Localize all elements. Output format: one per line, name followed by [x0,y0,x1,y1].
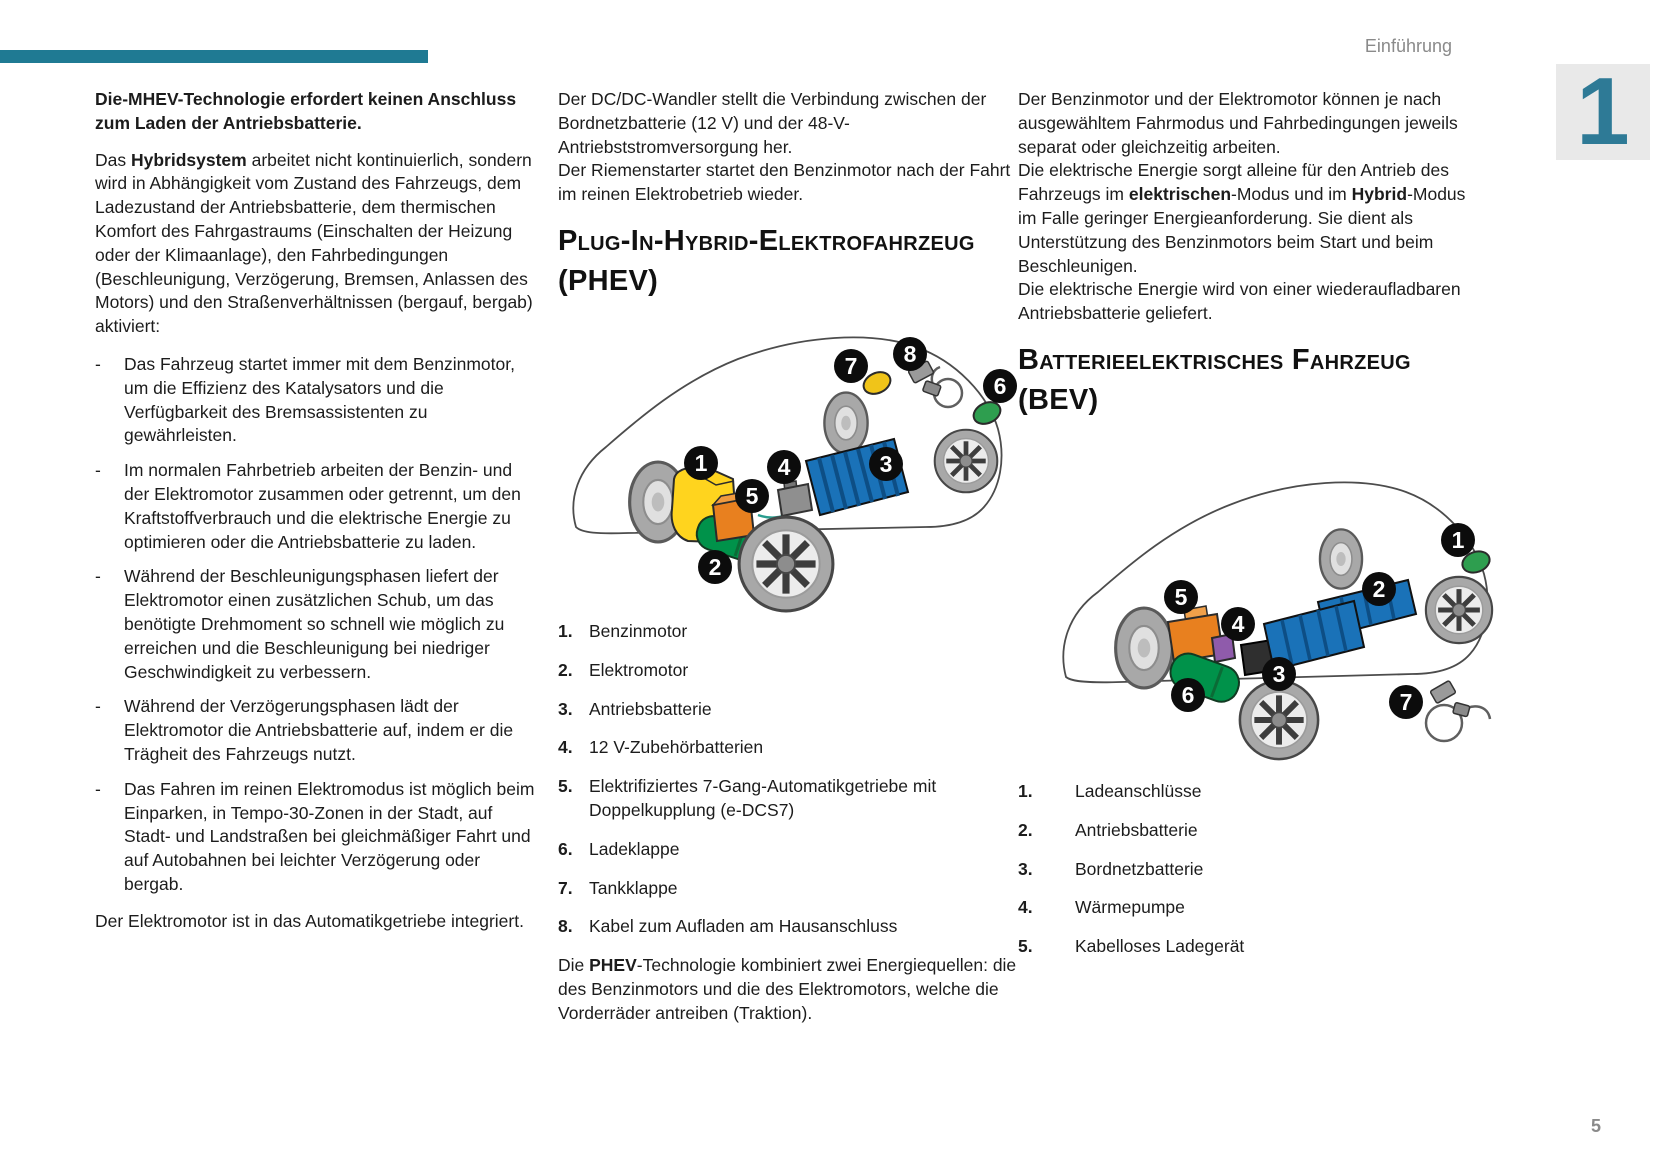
column-right [1018,88,1483,974]
legend-item [558,915,1023,939]
legend-item [1018,819,1483,843]
svg-text:2: 2 [708,554,722,581]
svg-text:3: 3 [1272,661,1286,687]
marker-3 [1262,657,1296,691]
svg-text:1: 1 [1451,527,1465,553]
mhev-intro-paragraph: Das Hybridsystem arbeitet nicht kontinuierlich, sondern wird in Abhängigkeit vom Zustand des Fahrzeugs, dem Ladezustand der Antriebsbatterie, dem thermischen Komfort des Fahrgastraums (Einschalten der Heizung oder der Klimaanlage), den Fahrbedingungen (Beschleunigung, Verzögerung, Bremsen, Anlassen des Motors) und den Straßenverhältnissen (bergauf, bergab) aktiviert: [95,149,533,337]
legend-number: 5. [558,776,573,797]
rear-near-wheel-icon [935,430,998,493]
legend-label: Kabel zum Aufladen am Hausanschluss [589,916,898,937]
svg-text:5: 5 [1174,584,1188,610]
engines-paragraph: Der Benzinmotor und der Elektromotor können je nach ausgewähltem Fahrmodus und Fahrbedingungen jeweils separat oder gleichzeitig arbeiten. [1018,89,1458,157]
bullet-item [95,778,539,897]
bullet-text: Während der Beschleunigungsphasen liefert der Elektromotor einen zusätzlichen Schub, um das benötigte Drehmoment so schnell wie möglich zu erreichen und die Beschleunigung bei niedriger Geschwindigkeit zu verbessern. [124,566,505,682]
mhev-heading: Die-MHEV-Technologie erfordert keinen Anschluss zum Laden der Antriebsbatterie. [95,89,517,133]
bullet-dash: - [95,353,101,374]
phev-legend [558,620,1023,939]
legend-number: 1. [1018,781,1033,801]
marker-1 [684,446,718,480]
battery-paragraph: Die elektrische Energie wird von einer wiederaufladbaren Antriebsbatterie geliefert. [1018,279,1461,324]
bullet-dash: - [95,566,101,587]
marker-2 [1362,572,1396,606]
legend-label: Elektromotor [589,659,689,680]
front-far-wheel-icon [1116,608,1173,688]
marker-6 [983,369,1017,403]
marker-6 [1171,678,1205,712]
rear-near-wheel-icon [1426,577,1492,643]
bullet-dash: - [95,460,101,481]
legend-label: 12 V-Zubehörbatterien [589,737,764,758]
legend-number: 7. [558,877,573,898]
marker-3 [869,447,903,481]
bullet-item [95,353,539,448]
chapter-tab [1556,58,1650,165]
legend-item [558,698,1023,722]
marker-7 [834,349,868,383]
marker-5 [1164,580,1198,614]
svg-text:5: 5 [745,483,759,510]
svg-text:4: 4 [777,454,791,481]
svg-text:6: 6 [1181,682,1195,708]
legend-item [558,736,1023,760]
legend-item [558,620,1023,644]
front-near-wheel-icon [1240,681,1318,759]
bullet-dash: - [95,778,101,799]
bullet-item [95,459,539,554]
mhev-bullet-list [95,353,539,897]
svg-text:6: 6 [993,373,1007,400]
rear-far-wheel-icon [1320,529,1362,588]
svg-text:1: 1 [694,450,708,477]
marker-2 [698,550,732,584]
legend-number: 2. [558,659,573,680]
dcdc-paragraph: Der DC/DC-Wandler stellt die Verbindung zwischen der Bordnetzbatterie (12 V) und der 48-V-Antriebststromversorgung her. [558,89,987,157]
legend-number: 4. [1018,897,1033,918]
bullet-text: Das Fahren im reinen Elektromodus ist möglich beim Einparken, in Tempo-30-Zonen in der Stadt, auf Stadt- und Landstraßen bei gleichmäßiger Fahrt und auf Autobahnen bei leichter Verzögerung oder bergab. [124,778,535,894]
bullet-text: Das Fahrzeug startet immer mit dem Benzinmotor, um die Effizienz des Katalysators und die Verfügbarkeit des Bremsassistenten zu gewährleisten. [124,353,515,446]
legend-number: 4. [558,737,573,758]
mhev-outro-paragraph: Der Elektromotor ist in das Automatikgetriebe integriert. [95,910,524,931]
marker-8 [893,337,927,371]
rear-far-wheel-icon [824,393,867,454]
electric-energy-paragraph: Die elektrische Energie sorgt alleine für den Antrieb des Fahrzeugs im elektrischen-Modus und im Hybrid-Modus im Falle geringer Energieanforderung. Sie dient als Unterstützung des Benzinmotors beim Start und beim Beschleunigen. [1018,160,1466,276]
legend-item [1018,935,1483,959]
legend-number: 1. [558,621,573,642]
legend-item [558,877,1023,901]
svg-text:3: 3 [879,451,893,478]
svg-text:7: 7 [1399,689,1413,715]
legend-number: 3. [1018,858,1033,879]
phev-diagram [558,309,1023,614]
marker-5 [735,479,769,513]
legend-label: Elektrifiziertes 7-Gang-Automatikgetriebe mit Doppelkupplung (e-DCS7) [589,776,937,820]
legend-item [1018,896,1483,920]
riemenstarter-paragraph: Der Riemenstarter startet den Benzinmotor nach der Fahrt im reinen Elektrobetrieb wieder. [558,160,1011,205]
svg-text:2: 2 [1372,576,1386,602]
marker-4 [767,450,801,484]
legend-label: Ladeklappe [589,838,680,859]
legend-label: Kabelloses Ladegerät [1075,936,1245,957]
legend-number: 3. [558,698,573,719]
column-left [95,88,539,934]
legend-label: Benzinmotor [589,621,688,642]
bullet-text: Im normalen Fahrbetrieb arbeiten der Benzin- und der Elektromotor zusammen oder getrennt, um den Kraftstoffverbrauch und die elektrische Energie zu optimieren oder die Antriebsbatterie zu laden. [124,460,521,552]
bev-legend [1018,780,1483,959]
legend-number: 8. [558,916,573,937]
bullet-text: Während der Verzögerungsphasen lädt der Elektromotor die Antriebsbatterie auf, indem er die Trägheit des Fahrzeugs nutzt. [124,696,514,764]
legend-label: Antriebsbatterie [1075,819,1198,840]
bullet-item [95,695,539,766]
marker-4 [1221,607,1255,641]
legend-item [1018,858,1483,882]
legend-number: 2. [1018,819,1033,840]
svg-text:4: 4 [1231,611,1245,637]
column-middle [558,88,1023,1026]
legend-number: 5. [1018,936,1033,957]
svg-text:7: 7 [844,353,858,380]
legend-item [558,775,1023,823]
header-rule [0,50,428,63]
chapter-number: 1 [1576,58,1630,165]
legend-label: Ladeanschlüsse [1075,781,1202,801]
marker-7 [1389,685,1423,719]
section-label: Einführung [1364,36,1452,56]
legend-item [558,838,1023,862]
legend-item [1018,780,1483,804]
svg-text:8: 8 [903,341,917,368]
legend-item [558,659,1023,683]
legend-label: Wärmepumpe [1075,897,1185,918]
phev-outro-paragraph: Die PHEV-Technologie kombiniert zwei Energiequellen: die des Benzinmotors und die des Elektromotors, welche die Vorderräder antreiben (Traktion). [558,955,1017,1023]
legend-label: Tankklappe [589,877,678,898]
front-near-wheel-icon [739,517,833,611]
bev-diagram [1036,442,1501,762]
charging-cable-icon [1426,680,1490,741]
bullet-item [95,565,539,684]
phev-heading: Plug-In-Hybrid-Elektrofahrzeug (PHEV) [558,224,975,297]
legend-label: Bordnetzbatterie [1075,858,1204,879]
marker-1 [1441,523,1475,557]
legend-label: Antriebsbatterie [589,698,712,719]
page-number: 5 [1590,1116,1601,1136]
legend-number: 6. [558,838,573,859]
bullet-dash: - [95,696,101,717]
bev-heading: Batterieelektrisches Fahrzeug (BEV) [1018,343,1411,416]
